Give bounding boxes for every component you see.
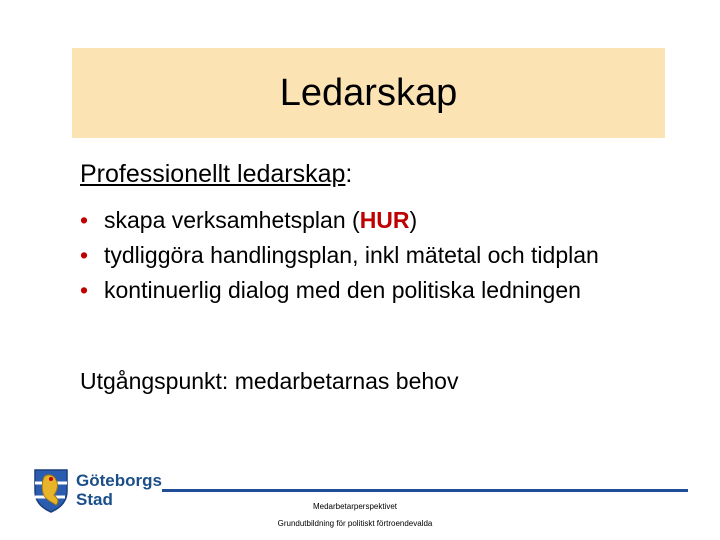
logo-line1: Göteborgs [76,471,162,490]
footer-subtitle-text: Grundutbildning för politiskt förtroendevalda [277,519,433,528]
slide-title: Ledarskap [279,71,458,114]
bullet-text: tydliggöra handlingsplan, inkl mätetal och tidplan [104,242,599,268]
list-item [80,206,700,235]
bullet-text: kontinuerlig dialog med den politiska ledningen [104,277,581,303]
footer-subtitle [0,519,720,528]
bullet-emphasis: HUR [359,207,410,233]
startpoint-text: Utgångspunkt: medarbetarnas behov [80,368,459,394]
bullet-icon: • [80,277,89,303]
list-item [80,241,700,270]
bullet-icon: • [80,242,89,268]
footer-divider [162,489,688,492]
subheading-colon: : [345,160,353,188]
list-item [80,276,700,305]
bullet-list [80,206,700,311]
bullet-tail: ) [409,207,418,233]
bullet-icon: • [80,207,89,233]
bullet-text: skapa verksamhetsplan ( [104,207,360,233]
footer-title [0,502,720,511]
footer-title-text: Medarbetarperspektivet [312,502,398,511]
title-banner [72,48,665,138]
logo-line2: Stad [76,490,113,509]
subheading [80,160,352,189]
subheading-text: Professionellt ledarskap [80,160,346,188]
